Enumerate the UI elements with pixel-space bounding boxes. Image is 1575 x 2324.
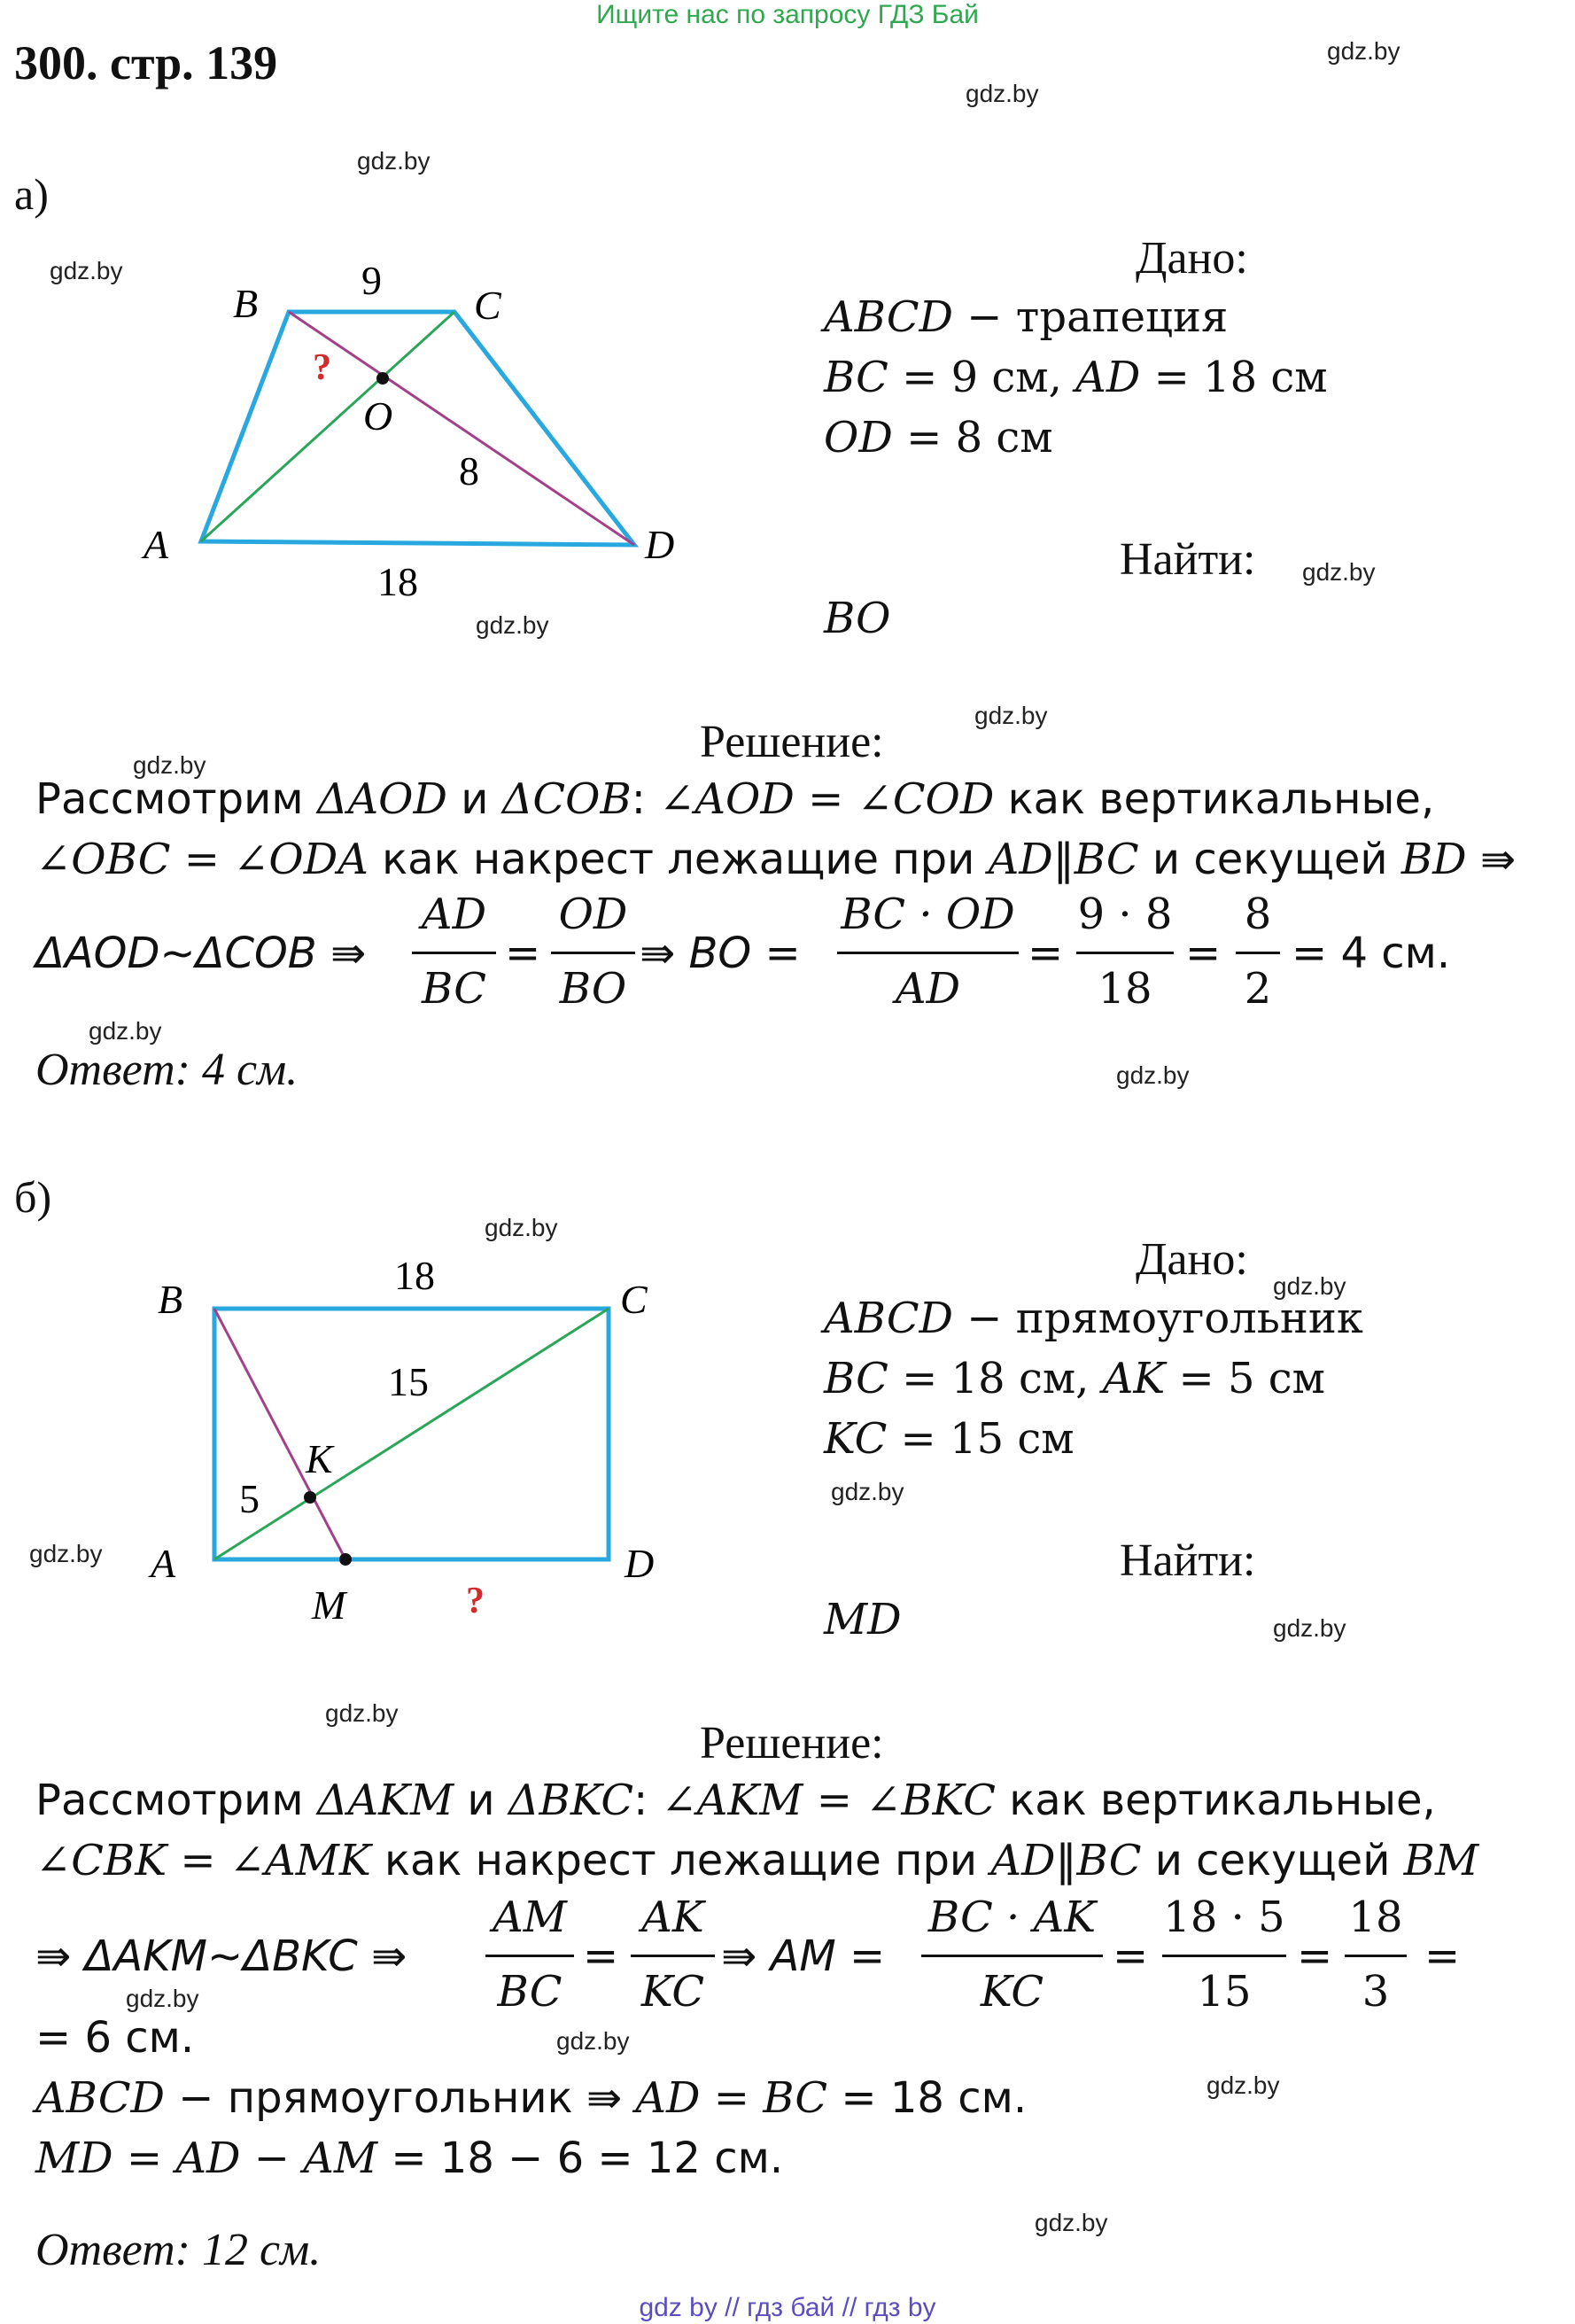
fraction-numerator: 9 · 8 [1077,890,1173,939]
watermark: gdz.by [325,1699,399,1727]
solution-line: ABCD − прямоугольник ⇛ AD = BC = 18 см. [35,2073,1028,2123]
point-k-label: K [306,1436,333,1481]
side-bc-value: 9 [361,258,382,303]
watermark: gdz.by [29,1540,103,1567]
solution-line: Рассмотрим ΔAKM и ΔBKC: ∠AKM = ∠BKC как вертикальные, [35,1776,1436,1825]
vertex-b-label: B [158,1277,183,1322]
given-line: ABCD − трапеция [824,292,1229,342]
diagonal-ac [201,312,454,541]
watermark: gdz.by [1327,37,1400,65]
trapezoid-figure [133,257,709,629]
fraction-bar [1345,1955,1407,1957]
formula-bo: ⇛ BO = [640,929,801,978]
equals-sign: = [1424,1931,1461,1981]
result-value: = 4 см. [1292,929,1451,978]
equals-sign: = [1113,1931,1149,1981]
segment-kc-value: 15 [388,1359,429,1404]
formula-similarity: ⇛ ΔAKM~ΔBKC ⇛ [35,1931,407,1981]
find-value: MD [824,1595,902,1644]
point-m [339,1553,352,1566]
side-bc-value: 18 [394,1253,435,1298]
fraction-bar [631,1955,715,1957]
bottom-banner[interactable]: gdz by // гдз бай // гдз by [639,2293,936,2322]
unknown-marker: ? [466,1581,485,1621]
solution-line: ∠CBK = ∠AMK как накрест лежащие при AD‖BC и секущей BM [35,1836,1479,1885]
part-b-label: б) [14,1172,52,1222]
watermark: gdz.by [1273,1272,1346,1300]
answer-a: Ответ: 4 см. [35,1045,299,1095]
fraction-numerator: BC · AK [927,1893,1097,1942]
given-line: BC = 18 см, AK = 5 см [824,1354,1325,1403]
watermark: gdz.by [1206,2071,1280,2099]
fraction-bar [1076,952,1174,954]
vertex-b-label: B [233,281,259,326]
watermark: gdz.by [133,751,206,779]
side-ad-value: 18 [377,559,418,604]
segment-bm [214,1309,345,1559]
watermark: gdz.by [357,147,431,175]
watermark: gdz.by [966,80,1039,107]
point-o-label: O [363,393,393,439]
watermark: gdz.by [476,611,549,639]
answer-b: Ответ: 12 см. [35,2225,322,2275]
fraction-denominator: BC [422,964,486,1014]
watermark: gdz.by [89,1017,162,1045]
vertex-d-label: D [645,522,675,567]
vertex-a-label: A [144,522,169,567]
fraction-numerator: AK [641,1893,704,1942]
solution-line: Рассмотрим ΔAOD и ΔCOB: ∠AOD = ∠COD как вертикальные, [35,774,1435,824]
fraction-numerator: AD [421,890,487,939]
fraction-bar [921,1955,1103,1957]
vertex-c-label: C [620,1277,648,1322]
given-title: Дано: [1136,1234,1248,1285]
fraction-bar [1236,952,1280,954]
watermark: gdz.by [1273,1614,1346,1642]
fraction-bar [485,1955,574,1957]
watermark: gdz.by [556,2027,630,2055]
given-title: Дано: [1136,233,1248,284]
fraction-numerator: BC · OD [841,890,1015,939]
top-banner[interactable]: Ищите нас по запросу ГДЗ Бай [596,0,979,29]
part-a-label: а) [14,169,49,219]
unknown-marker: ? [313,347,331,388]
watermark: gdz.by [1035,2209,1108,2236]
watermark: gdz.by [1116,1061,1190,1089]
page-title: 300. стр. 139 [14,36,278,89]
point-m-label: M [312,1582,346,1628]
segment-ak-value: 5 [239,1476,260,1521]
solution-title: Решение: [700,717,884,767]
fraction-denominator: BC [497,1967,562,2017]
fraction-numerator: OD [558,890,628,939]
formula-similarity: ΔAOD~ΔCOB ⇛ [35,929,367,978]
watermark: gdz.by [50,257,123,284]
segment-od-value: 8 [459,448,479,494]
solution-title: Решение: [700,1718,884,1768]
given-line: OD = 8 см [824,413,1053,462]
fraction-bar [837,952,1019,954]
fraction-denominator: 18 [1098,964,1152,1014]
equals-sign: = [505,929,541,978]
point-k [304,1491,316,1504]
vertex-c-label: C [474,283,501,328]
vertex-d-label: D [625,1541,655,1586]
fraction-numerator: AM [493,1893,567,1942]
fraction-denominator: KC [980,1967,1044,2017]
fraction-denominator: AD [895,964,961,1014]
given-line: BC = 9 см, AD = 18 см [824,353,1328,402]
given-line: ABCD − прямоугольник [824,1294,1363,1343]
find-title: Найти: [1120,534,1256,585]
watermark: gdz.by [1302,558,1376,586]
formula-am: ⇛ AM = [721,1931,886,1981]
vertex-a-label: A [151,1541,176,1586]
fraction-numerator: 18 [1348,1893,1403,1942]
fraction-denominator: KC [640,1967,705,2017]
equals-sign: = [583,1931,619,1981]
rectangle-figure [142,1240,691,1639]
fraction-numerator: 8 [1244,890,1272,939]
watermark: gdz.by [831,1478,904,1505]
watermark: gdz.by [126,1985,199,2012]
diagonal-ac [214,1309,609,1559]
diagonal-bd [289,312,634,545]
fraction-bar [412,952,496,954]
fraction-bar [1162,1955,1286,1957]
equals-sign: = [1297,1931,1333,1981]
equals-sign: = [1185,929,1222,978]
fraction-denominator: 3 [1362,1967,1390,2017]
solution-line: MD = AD − AM = 18 − 6 = 12 см. [35,2134,784,2183]
fraction-bar [551,952,635,954]
watermark: gdz.by [485,1214,558,1241]
fraction-numerator: 18 · 5 [1163,1893,1285,1942]
point-o [376,372,389,385]
fraction-denominator: BO [559,964,627,1014]
fraction-denominator: 2 [1244,964,1272,1014]
find-value: BO [824,594,891,643]
find-title: Найти: [1120,1535,1256,1586]
watermark: gdz.by [974,702,1048,729]
result-value: = 6 см. [35,2013,195,2063]
equals-sign: = [1028,929,1064,978]
fraction-denominator: 15 [1197,1967,1252,2017]
given-line: KC = 15 см [824,1414,1075,1464]
solution-line: ∠OBC = ∠ODA как накрест лежащие при AD‖BC и секущей BD ⇛ [35,835,1517,884]
